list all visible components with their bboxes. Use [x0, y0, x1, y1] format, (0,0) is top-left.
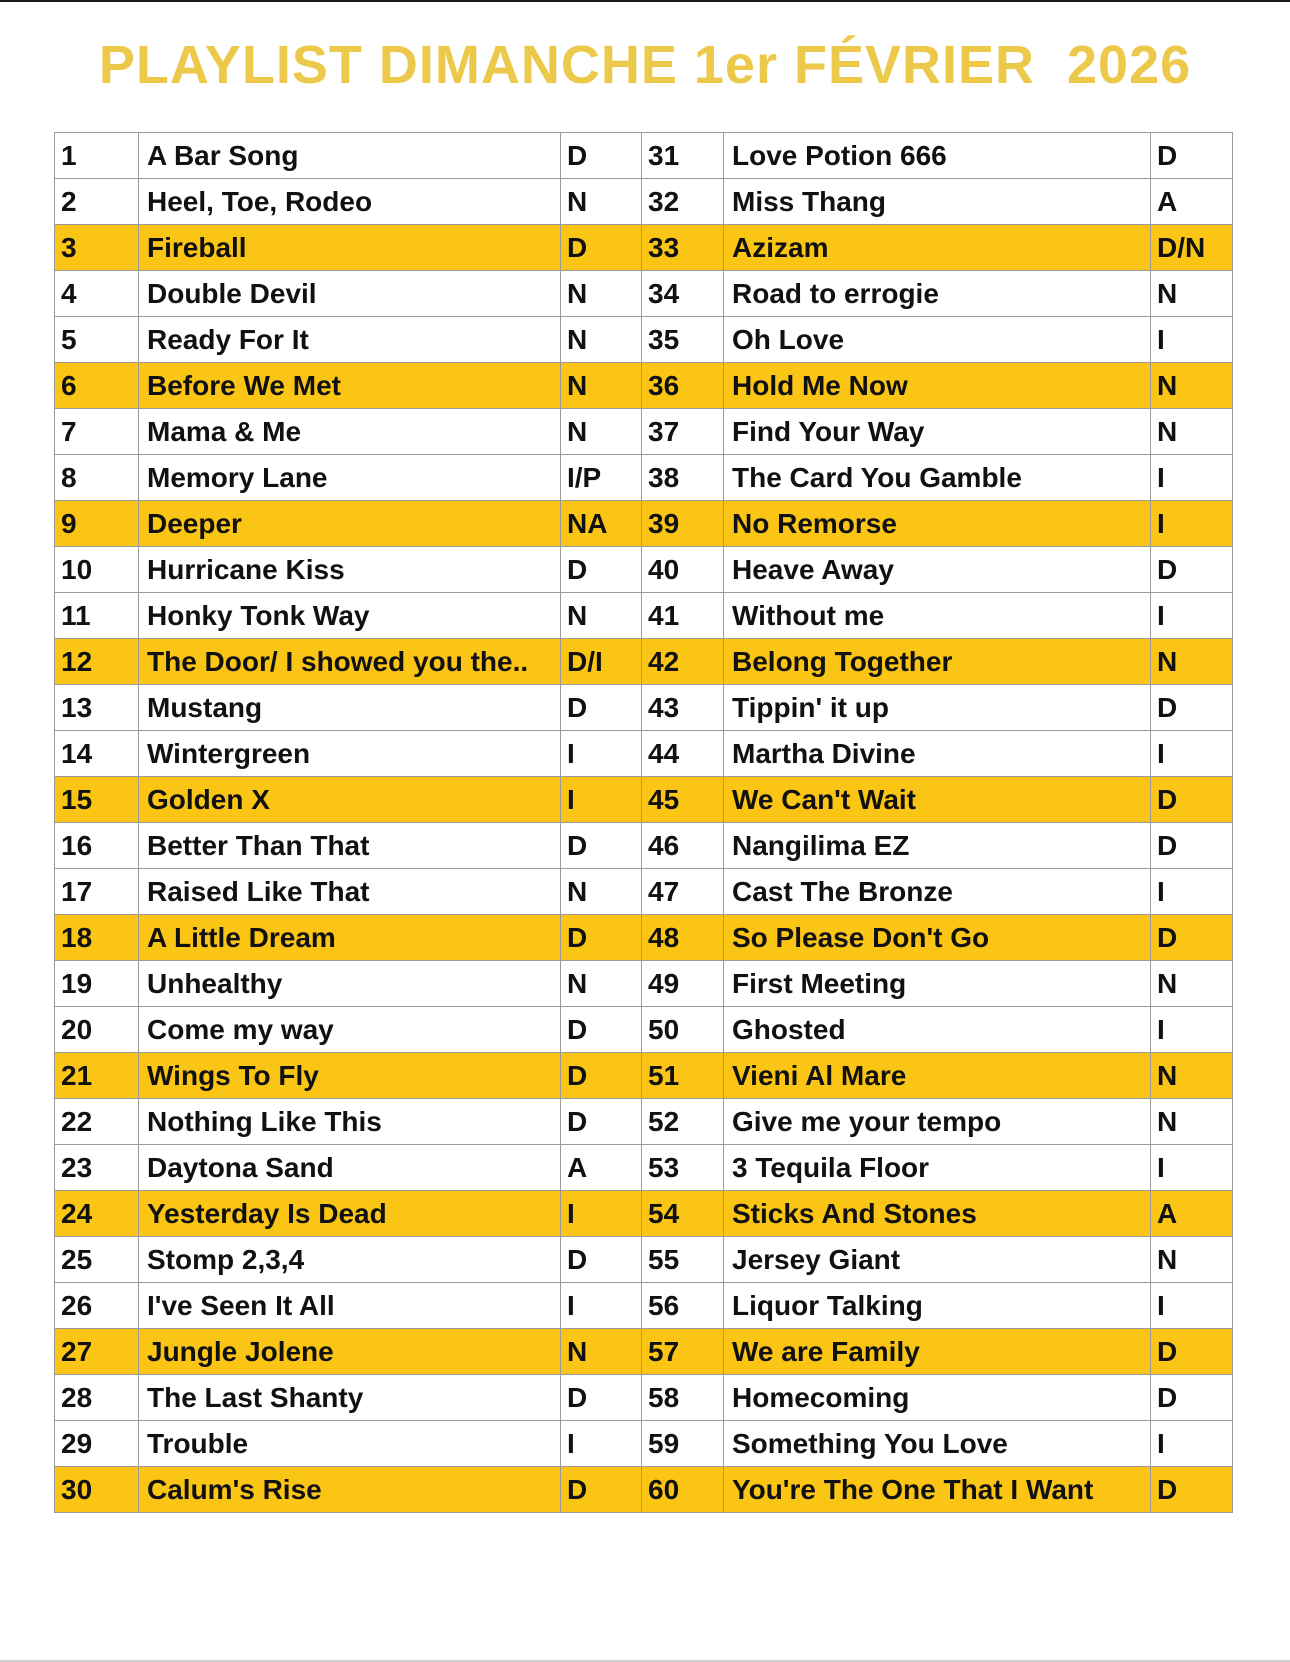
table-row	[55, 961, 1233, 1007]
dance-level-cell: D	[1151, 1467, 1233, 1513]
table-row	[55, 1191, 1233, 1237]
dance-level-cell: N	[561, 409, 642, 455]
song-title-cell: Jersey Giant	[724, 1237, 1151, 1283]
song-number-cell: 50	[642, 1007, 724, 1053]
dance-level-cell: I	[561, 1191, 642, 1237]
table-row	[55, 685, 1233, 731]
song-number-cell: 21	[55, 1053, 139, 1099]
song-number-cell: 30	[55, 1467, 139, 1513]
song-title-cell: Honky Tonk Way	[139, 593, 561, 639]
song-number-cell: 34	[642, 271, 724, 317]
dance-level-cell: D	[1151, 1375, 1233, 1421]
song-number-cell: 16	[55, 823, 139, 869]
dance-level-cell: D	[1151, 823, 1233, 869]
dance-level-cell: N	[1151, 639, 1233, 685]
song-number-cell: 28	[55, 1375, 139, 1421]
song-number-cell: 14	[55, 731, 139, 777]
table-row	[55, 915, 1233, 961]
song-number-cell: 32	[642, 179, 724, 225]
song-number-cell: 31	[642, 133, 724, 179]
dance-level-cell: D	[1151, 777, 1233, 823]
song-number-cell: 8	[55, 455, 139, 501]
song-title-cell: Cast The Bronze	[724, 869, 1151, 915]
song-title-cell: Deeper	[139, 501, 561, 547]
song-number-cell: 18	[55, 915, 139, 961]
song-number-cell: 22	[55, 1099, 139, 1145]
dance-level-cell: I	[1151, 593, 1233, 639]
table-row	[55, 271, 1233, 317]
song-number-cell: 24	[55, 1191, 139, 1237]
song-number-cell: 42	[642, 639, 724, 685]
song-number-cell: 10	[55, 547, 139, 593]
song-title-cell: The Card You Gamble	[724, 455, 1151, 501]
song-title-cell: Find Your Way	[724, 409, 1151, 455]
song-title-cell: So Please Don't Go	[724, 915, 1151, 961]
song-title-cell: Calum's Rise	[139, 1467, 561, 1513]
song-title-cell: Liquor Talking	[724, 1283, 1151, 1329]
table-row	[55, 1329, 1233, 1375]
dance-level-cell: I	[561, 1283, 642, 1329]
dance-level-cell: I	[561, 777, 642, 823]
dance-level-cell: D	[561, 1375, 642, 1421]
page-title: PLAYLIST DIMANCHE 1er FÉVRIER 2026	[98, 35, 1192, 95]
dance-level-cell: N	[1151, 409, 1233, 455]
song-number-cell: 44	[642, 731, 724, 777]
table-row	[55, 455, 1233, 501]
dance-level-cell: D	[561, 1467, 642, 1513]
dance-level-cell: I	[1151, 1007, 1233, 1053]
song-number-cell: 45	[642, 777, 724, 823]
song-number-cell: 53	[642, 1145, 724, 1191]
song-number-cell: 36	[642, 363, 724, 409]
song-number-cell: 3	[55, 225, 139, 271]
song-title-cell: Wintergreen	[139, 731, 561, 777]
dance-level-cell: D	[1151, 685, 1233, 731]
song-number-cell: 33	[642, 225, 724, 271]
song-number-cell: 27	[55, 1329, 139, 1375]
song-title-cell: Daytona Sand	[139, 1145, 561, 1191]
song-title-cell: Stomp 2,3,4	[139, 1237, 561, 1283]
table-row	[55, 317, 1233, 363]
song-number-cell: 54	[642, 1191, 724, 1237]
song-number-cell: 11	[55, 593, 139, 639]
song-number-cell: 4	[55, 271, 139, 317]
song-number-cell: 55	[642, 1237, 724, 1283]
song-title-cell: Hurricane Kiss	[139, 547, 561, 593]
song-number-cell: 47	[642, 869, 724, 915]
song-title-cell: Mama & Me	[139, 409, 561, 455]
table-row	[55, 133, 1233, 179]
table-row	[55, 1283, 1233, 1329]
song-title-cell: Hold Me Now	[724, 363, 1151, 409]
dance-level-cell: D	[561, 1053, 642, 1099]
dance-level-cell: D	[561, 823, 642, 869]
song-title-cell: Golden X	[139, 777, 561, 823]
song-title-cell: Raised Like That	[139, 869, 561, 915]
table-row	[55, 547, 1233, 593]
song-title-cell: Fireball	[139, 225, 561, 271]
song-title-cell: Come my way	[139, 1007, 561, 1053]
song-title-cell: The Last Shanty	[139, 1375, 561, 1421]
dance-level-cell: D	[561, 1007, 642, 1053]
table-row	[55, 1007, 1233, 1053]
dance-level-cell: N	[561, 363, 642, 409]
dance-level-cell: D	[561, 1099, 642, 1145]
song-title-cell: Ready For It	[139, 317, 561, 363]
dance-level-cell: I	[1151, 1283, 1233, 1329]
song-title-cell: Without me	[724, 593, 1151, 639]
song-title-cell: Memory Lane	[139, 455, 561, 501]
song-title-cell: Heel, Toe, Rodeo	[139, 179, 561, 225]
table-row	[55, 731, 1233, 777]
song-number-cell: 9	[55, 501, 139, 547]
dance-level-cell: I	[1151, 1421, 1233, 1467]
dance-level-cell: I	[1151, 869, 1233, 915]
dance-level-cell: N	[561, 317, 642, 363]
dance-level-cell: D	[561, 225, 642, 271]
table-row	[55, 179, 1233, 225]
song-title-cell: Ghosted	[724, 1007, 1151, 1053]
table-row	[55, 1099, 1233, 1145]
table-row	[55, 869, 1233, 915]
dance-level-cell: I	[1151, 501, 1233, 547]
dance-level-cell: D	[1151, 1329, 1233, 1375]
song-title-cell: Martha Divine	[724, 731, 1151, 777]
song-title-cell: Yesterday Is Dead	[139, 1191, 561, 1237]
song-title-cell: First Meeting	[724, 961, 1151, 1007]
song-title-cell: Miss Thang	[724, 179, 1151, 225]
dance-level-cell: A	[1151, 179, 1233, 225]
playlist-table	[54, 132, 1233, 1513]
song-title-cell: We are Family	[724, 1329, 1151, 1375]
dance-level-cell: N	[1151, 1237, 1233, 1283]
song-title-cell: The Door/ I showed you the..	[139, 639, 561, 685]
song-number-cell: 17	[55, 869, 139, 915]
table-row	[55, 225, 1233, 271]
song-number-cell: 37	[642, 409, 724, 455]
song-number-cell: 57	[642, 1329, 724, 1375]
song-title-cell: Something You Love	[724, 1421, 1151, 1467]
dance-level-cell: N	[1151, 363, 1233, 409]
song-number-cell: 43	[642, 685, 724, 731]
song-number-cell: 25	[55, 1237, 139, 1283]
dance-level-cell: D	[561, 685, 642, 731]
playlist-body	[55, 133, 1233, 1513]
song-title-cell: Homecoming	[724, 1375, 1151, 1421]
song-number-cell: 35	[642, 317, 724, 363]
dance-level-cell: I	[1151, 731, 1233, 777]
dance-level-cell: D/N	[1151, 225, 1233, 271]
dance-level-cell: D	[1151, 547, 1233, 593]
song-number-cell: 48	[642, 915, 724, 961]
song-number-cell: 26	[55, 1283, 139, 1329]
song-number-cell: 19	[55, 961, 139, 1007]
song-title-cell: Nangilima EZ	[724, 823, 1151, 869]
song-title-cell: No Remorse	[724, 501, 1151, 547]
dance-level-cell: D	[561, 547, 642, 593]
song-title-cell: Sticks And Stones	[724, 1191, 1151, 1237]
song-number-cell: 7	[55, 409, 139, 455]
song-number-cell: 13	[55, 685, 139, 731]
song-number-cell: 56	[642, 1283, 724, 1329]
song-title-cell: I've Seen It All	[139, 1283, 561, 1329]
table-row	[55, 639, 1233, 685]
song-number-cell: 60	[642, 1467, 724, 1513]
song-title-cell: Belong Together	[724, 639, 1151, 685]
table-row	[55, 593, 1233, 639]
song-number-cell: 12	[55, 639, 139, 685]
song-title-cell: Double Devil	[139, 271, 561, 317]
dance-level-cell: I	[561, 1421, 642, 1467]
song-title-cell: Love Potion 666	[724, 133, 1151, 179]
song-title-cell: Better Than That	[139, 823, 561, 869]
song-title-cell: Heave Away	[724, 547, 1151, 593]
song-number-cell: 39	[642, 501, 724, 547]
dance-level-cell: D	[1151, 915, 1233, 961]
table-row	[55, 1421, 1233, 1467]
song-number-cell: 58	[642, 1375, 724, 1421]
dance-level-cell: D	[561, 133, 642, 179]
song-number-cell: 1	[55, 133, 139, 179]
song-title-cell: Road to errogie	[724, 271, 1151, 317]
table-row	[55, 1053, 1233, 1099]
song-title-cell: Tippin' it up	[724, 685, 1151, 731]
dance-level-cell: A	[1151, 1191, 1233, 1237]
table-row	[55, 1467, 1233, 1513]
dance-level-cell: I	[1151, 455, 1233, 501]
song-title-cell: Vieni Al Mare	[724, 1053, 1151, 1099]
song-title-cell: A Little Dream	[139, 915, 561, 961]
song-title-cell: Give me your tempo	[724, 1099, 1151, 1145]
song-number-cell: 59	[642, 1421, 724, 1467]
song-title-cell: Mustang	[139, 685, 561, 731]
dance-level-cell: D/I	[561, 639, 642, 685]
song-number-cell: 51	[642, 1053, 724, 1099]
song-title-cell: Unhealthy	[139, 961, 561, 1007]
dance-level-cell: N	[1151, 271, 1233, 317]
song-number-cell: 20	[55, 1007, 139, 1053]
song-title-cell: A Bar Song	[139, 133, 561, 179]
dance-level-cell: N	[1151, 961, 1233, 1007]
dance-level-cell: I/P	[561, 455, 642, 501]
dance-level-cell: N	[561, 179, 642, 225]
dance-level-cell: N	[1151, 1053, 1233, 1099]
song-title-cell: Before We Met	[139, 363, 561, 409]
dance-level-cell: I	[1151, 1145, 1233, 1191]
song-number-cell: 23	[55, 1145, 139, 1191]
song-title-cell: Trouble	[139, 1421, 561, 1467]
dance-level-cell: N	[1151, 1099, 1233, 1145]
song-number-cell: 49	[642, 961, 724, 1007]
top-rule	[0, 0, 1290, 2]
song-number-cell: 40	[642, 547, 724, 593]
song-number-cell: 52	[642, 1099, 724, 1145]
song-title-cell: Azizam	[724, 225, 1151, 271]
song-number-cell: 46	[642, 823, 724, 869]
dance-level-cell: D	[561, 915, 642, 961]
song-number-cell: 38	[642, 455, 724, 501]
table-row	[55, 1145, 1233, 1191]
song-title-cell: We Can't Wait	[724, 777, 1151, 823]
dance-level-cell: I	[1151, 317, 1233, 363]
song-number-cell: 2	[55, 179, 139, 225]
song-number-cell: 6	[55, 363, 139, 409]
dance-level-cell: D	[1151, 133, 1233, 179]
song-title-cell: Oh Love	[724, 317, 1151, 363]
song-title-cell: 3 Tequila Floor	[724, 1145, 1151, 1191]
dance-level-cell: I	[561, 731, 642, 777]
table-row	[55, 363, 1233, 409]
song-title-cell: Wings To Fly	[139, 1053, 561, 1099]
table-row	[55, 1237, 1233, 1283]
table-row	[55, 823, 1233, 869]
song-title-cell: Nothing Like This	[139, 1099, 561, 1145]
song-title-cell: You're The One That I Want	[724, 1467, 1151, 1513]
dance-level-cell: NA	[561, 501, 642, 547]
dance-level-cell: N	[561, 593, 642, 639]
table-row	[55, 777, 1233, 823]
dance-level-cell: N	[561, 271, 642, 317]
dance-level-cell: N	[561, 1329, 642, 1375]
table-row	[55, 501, 1233, 547]
song-title-cell: Jungle Jolene	[139, 1329, 561, 1375]
song-number-cell: 15	[55, 777, 139, 823]
table-row	[55, 409, 1233, 455]
song-number-cell: 41	[642, 593, 724, 639]
table-row	[55, 1375, 1233, 1421]
song-number-cell: 29	[55, 1421, 139, 1467]
dance-level-cell: N	[561, 869, 642, 915]
dance-level-cell: N	[561, 961, 642, 1007]
dance-level-cell: D	[561, 1237, 642, 1283]
dance-level-cell: A	[561, 1145, 642, 1191]
song-number-cell: 5	[55, 317, 139, 363]
